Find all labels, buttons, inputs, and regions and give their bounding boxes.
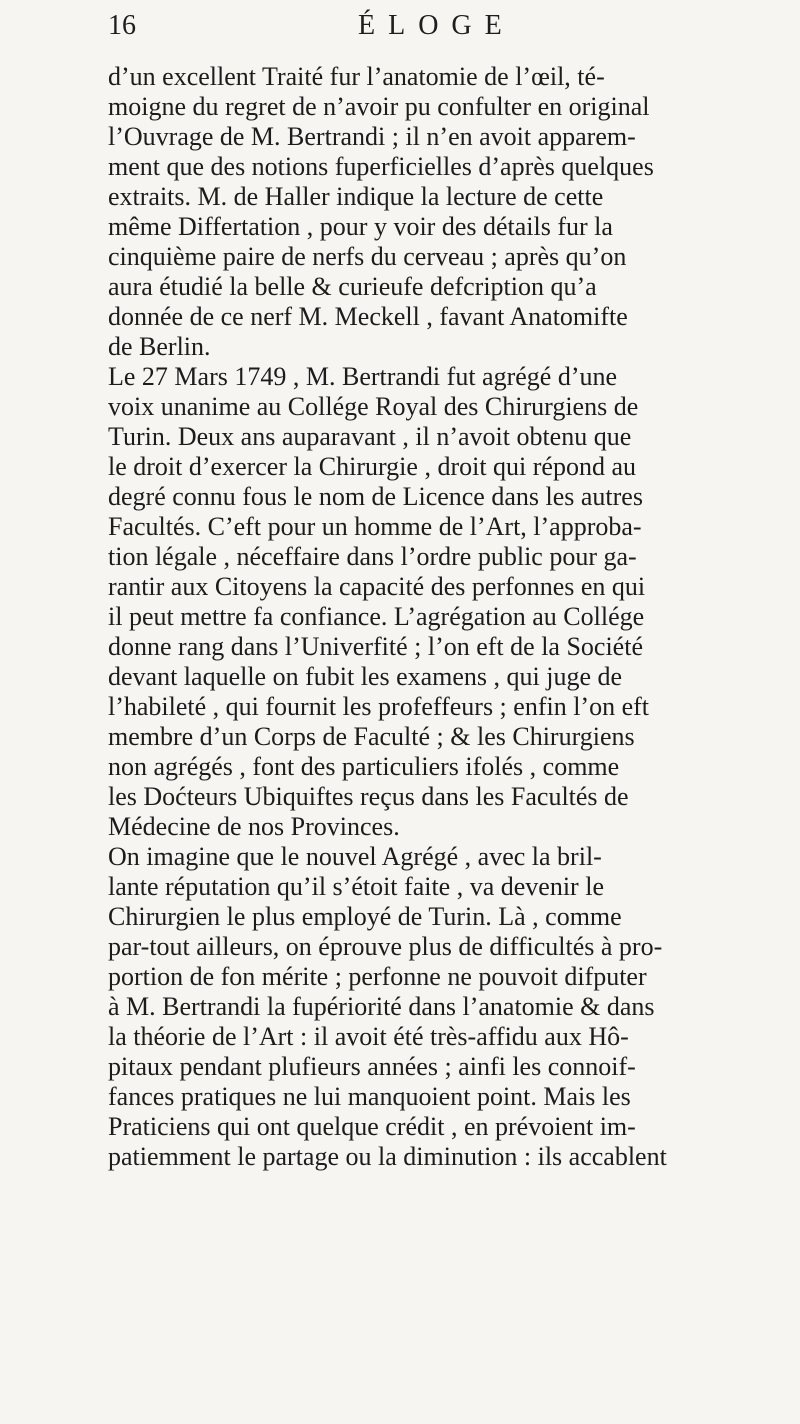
text-line: Turin. Deux ans auparavant , il n’avoit obtenu que — [108, 422, 632, 451]
text-line: donnée de ce nerf M. Meckell , favant Anatomifte — [108, 302, 628, 331]
text-line: de Berlin. — [108, 332, 211, 361]
text-line: il peut mettre fa confiance. L’agrégation au Collége — [108, 602, 645, 631]
page-number: 16 — [108, 10, 136, 41]
body-text — [108, 62, 790, 1172]
text-line: portion de fon mérite ; perfonne ne pouvoit difputer — [108, 962, 647, 991]
text-line: extraits. M. de Haller indique la lecture de cette — [108, 182, 604, 211]
text-line: donne rang dans l’Univerfité ; l’on eft de la Société — [108, 632, 643, 661]
text-line: par-tout ailleurs, on éprouve plus de difficultés à pro- — [108, 932, 663, 961]
text-line: cinquième paire de nerfs du cerveau ; après qu’on — [108, 242, 627, 271]
text-line: pitaux pendant plufieurs années ; ainfi les connoif- — [108, 1052, 636, 1081]
text-line: tion légale , néceffaire dans l’ordre public pour ga- — [108, 542, 637, 571]
text-line: même Differtation , pour y voir des détails fur la — [108, 212, 613, 241]
running-head: ÉLOGE — [358, 10, 515, 41]
text-line: lante réputation qu’il s’étoit faite , va devenir le — [108, 872, 604, 901]
text-line: rantir aux Citoyens la capacité des perfonnes en qui — [108, 572, 646, 601]
text-line: membre d’un Corps de Faculté ; & les Chirurgiens — [108, 722, 635, 751]
text-line: Facultés. C’eft pour un homme de l’Art, l’approba- — [108, 512, 642, 541]
text-line: Praticiens qui ont quelque crédit , en prévoient im- — [108, 1112, 636, 1141]
page-header — [108, 0, 798, 64]
text-line: Le 27 Mars 1749 , M. Bertrandi fut agrégé d’une — [108, 362, 618, 391]
text-line: On imagine que le nouvel Agrégé , avec la bril- — [108, 842, 602, 871]
text-line: non agrégés , font des particuliers ifolés , comme — [108, 752, 620, 781]
text-line: le droit d’exercer la Chirurgie , droit qui répond au — [108, 452, 637, 481]
text-line: d’un excellent Traité fur l’anatomie de l’œil, té- — [108, 62, 605, 91]
text-line: patiemment le partage ou la diminution : ils accablent — [108, 1142, 667, 1171]
text-line: ment que des notions fuperficielles d’après quelques — [108, 152, 654, 181]
text-line: Médecine de nos Provinces. — [108, 812, 400, 841]
text-line: Chirurgien le plus employé de Turin. Là , comme — [108, 902, 622, 931]
text-line: fances pratiques ne lui manquoient point. Mais les — [108, 1082, 631, 1111]
text-line: aura étudié la belle & curieufe defcription qu’a — [108, 272, 597, 301]
text-line: les Doćteurs Ubiquiftes reçus dans les Facultés de — [108, 782, 629, 811]
text-line: l’Ouvrage de M. Bertrandi ; il n’en avoit apparem- — [108, 122, 636, 151]
text-line: voix unanime au Collége Royal des Chirurgiens de — [108, 392, 639, 421]
text-line: moigne du regret de n’avoir pu confulter en original — [108, 92, 650, 121]
text-line: degré connu fous le nom de Licence dans les autres — [108, 482, 643, 511]
text-line: à M. Bertrandi la fupériorité dans l’anatomie & dans — [108, 992, 655, 1021]
text-line: devant laquelle on fubit les examens , qui juge de — [108, 662, 623, 691]
text-line: la théorie de l’Art : il avoit été très-affidu aux Hô- — [108, 1022, 629, 1051]
text-line: l’habileté , qui fournit les profeffeurs ; enfin l’on eft — [108, 692, 650, 721]
